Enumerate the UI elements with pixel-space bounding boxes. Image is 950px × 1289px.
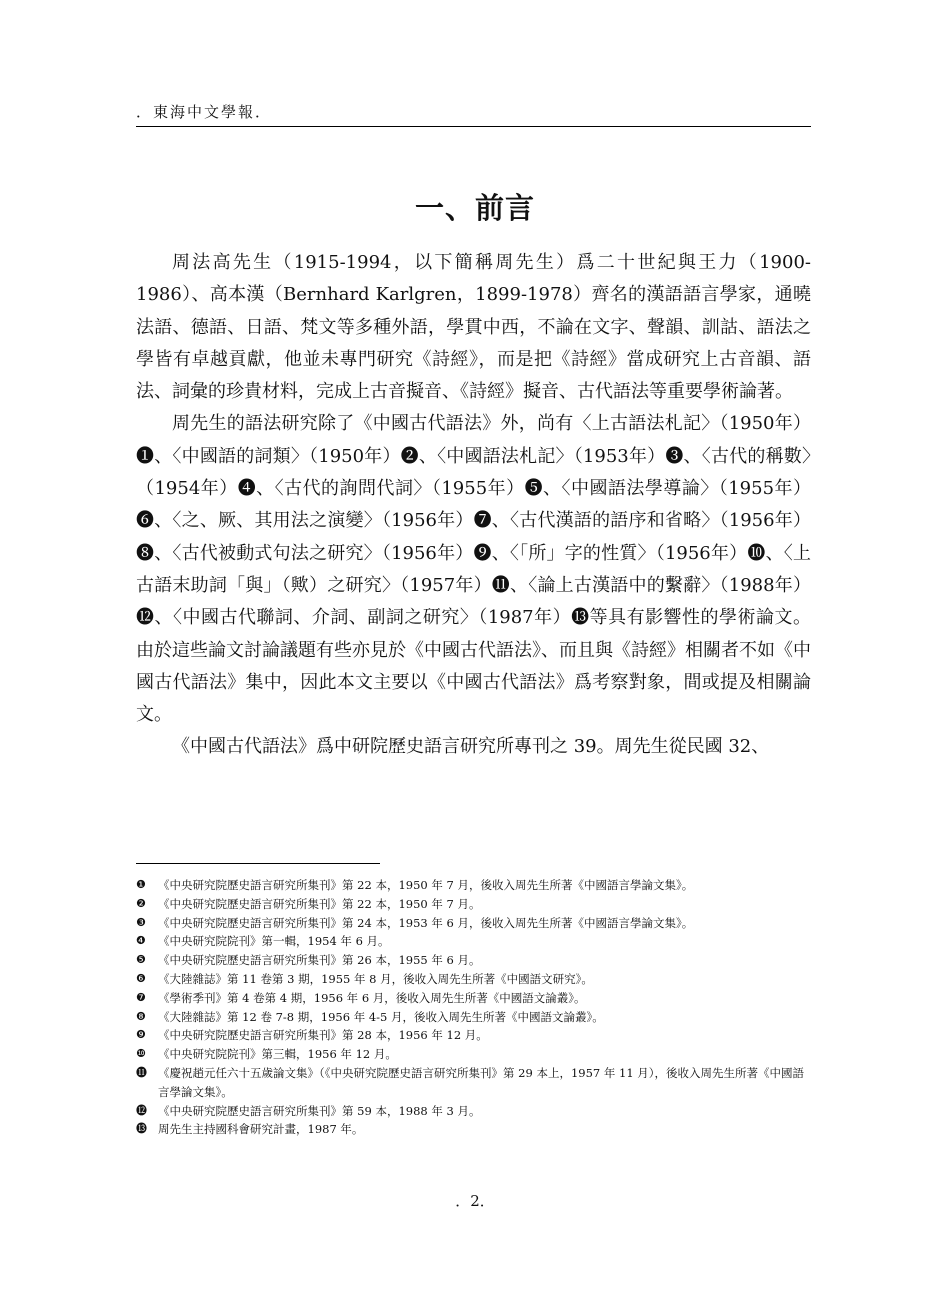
footnote-text: 《中央研究院院刊》第三輯，1956 年 12 月。 bbox=[158, 1047, 397, 1062]
footnote-text: 《學術季刊》第 4 卷第 4 期，1956 年 6 月，後收入周先生所著《中國語文論叢》。 bbox=[158, 990, 586, 1005]
footnote-6 bbox=[136, 970, 811, 989]
footnote-7 bbox=[136, 989, 811, 1008]
footnote-text: 《大陸雜誌》第 12 卷 7-8 期，1956 年 4-5 月，後收入周先生所著《中國語文論叢》。 bbox=[158, 1009, 604, 1024]
footnote-marker: ❹ bbox=[136, 934, 146, 948]
footnote-text: 《中央研究院院刊》第一輯，1954 年 6 月。 bbox=[158, 934, 390, 949]
footnote-marker: ⓭ bbox=[136, 1122, 147, 1136]
footnote-marker: ⓬ bbox=[136, 1103, 147, 1117]
footnote-text: 《中央研究院歷史語言研究所集刊》第 22 本，1950 年 7 月。 bbox=[158, 896, 481, 911]
footnote-text: 《中央研究院歷史語言研究所集刊》第 28 本，1956 年 12 月。 bbox=[158, 1028, 488, 1043]
footnote-13 bbox=[136, 1120, 811, 1139]
footnote-8 bbox=[136, 1008, 811, 1027]
running-header: ．東海中文學報． bbox=[136, 103, 273, 121]
footnote-marker: ❺ bbox=[136, 953, 146, 967]
footnote-text: 《中央研究院歷史語言研究所集刊》第 59 本，1988 年 3 月。 bbox=[158, 1103, 481, 1118]
footnote-marker: ❽ bbox=[136, 1009, 146, 1023]
section-title: 一、前言 bbox=[414, 191, 535, 225]
footnote-marker: ⓫ bbox=[136, 1065, 147, 1079]
footnote-text: 《大陸雜誌》第 11 卷第 3 期，1955 年 8 月，後收入周先生所著《中國語文研究》。 bbox=[158, 971, 593, 986]
footnote-text: 《慶祝趙元任六十五歲論文集》（《中央研究院歷史語言研究所集刊》第 29 本上，1957 年 11 月），後收入周先生所著《中國語言學論文集》。 bbox=[158, 1065, 805, 1099]
paragraph-2: 周先生的語法研究除了《中國古代語法》外，尚有〈上古語法札記〉（1950年）❶、〈中國語的詞類〉（1950年）❷、〈中國語法札記〉（1953年）❸、〈古代的稱數〉（1954年）❹、〈古代的詢問代詞〉（1955年）❺、〈中國語法學導論〉（1955年）❻、〈之、厥、其用法之演變〉（1956年）❼、〈古代漢語的語序和省略〉（1956年）❽、〈古代被動式句法之研究〉（1956年）❾、〈「所」字的性質〉（1956年）❿、〈上古語末助詞「與」（歟）之研究〉（1957年）⓫、〈論上古漢語中的繫辭〉（1988年）⓬、〈中國古代聯詞、介詞、副詞之研究〉（1987年）⓭等具有影響性的學術論文。由於這些論文討論議題有些亦見於《中國古代語法》、而且與《詩經》相關者不如《中國古代語法》集中，因此本文主要以《中國古代語法》爲考察對象，間或提及相關論文。 bbox=[136, 413, 811, 726]
footnote-marker: ❼ bbox=[136, 990, 146, 1004]
footnote-marker: ❷ bbox=[136, 896, 146, 910]
footnote-text: 《中央研究院歷史語言研究所集刊》第 24 本，1953 年 6 月，後收入周先生所著《中國語言學論文集》。 bbox=[158, 915, 694, 930]
footnote-marker: ❻ bbox=[136, 971, 146, 985]
footnote-marker: ❾ bbox=[136, 1028, 146, 1042]
footnote-1 bbox=[136, 876, 811, 895]
footnote-3 bbox=[136, 914, 811, 933]
footnote-11 bbox=[136, 1064, 811, 1102]
footnote-12 bbox=[136, 1102, 811, 1121]
footnote-text: 《中央研究院歷史語言研究所集刊》第 26 本，1955 年 6 月。 bbox=[158, 953, 481, 968]
paragraph-1: 周法高先生（1915-1994，以下簡稱周先生）爲二十世紀與王力（1900-1986）、高本漢（Bernhard Karlgren，1899-1978）齊名的漢語語言學家，通曉法語、德語、日語、梵文等多種外語，學貫中西，不論在文字、聲韻、訓詁、語法之學皆有卓越貢獻，他並未專門研究《詩經》，而是把《詩經》當成研究上古音韻、語法、詞彙的珍貴材料，完成上古音擬音、《詩經》擬音、古代語法等重要學術論著。 bbox=[136, 252, 811, 403]
footnote-10 bbox=[136, 1045, 811, 1064]
footnote-4 bbox=[136, 932, 811, 951]
footnote-marker: ❸ bbox=[136, 915, 146, 929]
footnote-text: 《中央研究院歷史語言研究所集刊》第 22 本，1950 年 7 月，後收入周先生所著《中國語言學論文集》。 bbox=[158, 878, 694, 892]
footnote-9 bbox=[136, 1026, 811, 1045]
footnote-2 bbox=[136, 895, 811, 914]
paragraph-3: 《中國古代語法》爲中研院歷史語言研究所專刊之 39。周先生從民國 32、 bbox=[172, 736, 770, 758]
footnote-5 bbox=[136, 951, 811, 970]
footnotes bbox=[136, 876, 811, 1139]
footnote-marker: ❶ bbox=[136, 878, 146, 891]
footnote-marker: ❿ bbox=[136, 1047, 146, 1061]
header-rule bbox=[136, 126, 811, 127]
footnote-rule bbox=[136, 863, 380, 864]
page-number: ．2． bbox=[455, 1192, 495, 1210]
footnote-text: 周先生主持國科會研究計畫，1987 年。 bbox=[158, 1122, 364, 1137]
body-text bbox=[136, 247, 811, 764]
